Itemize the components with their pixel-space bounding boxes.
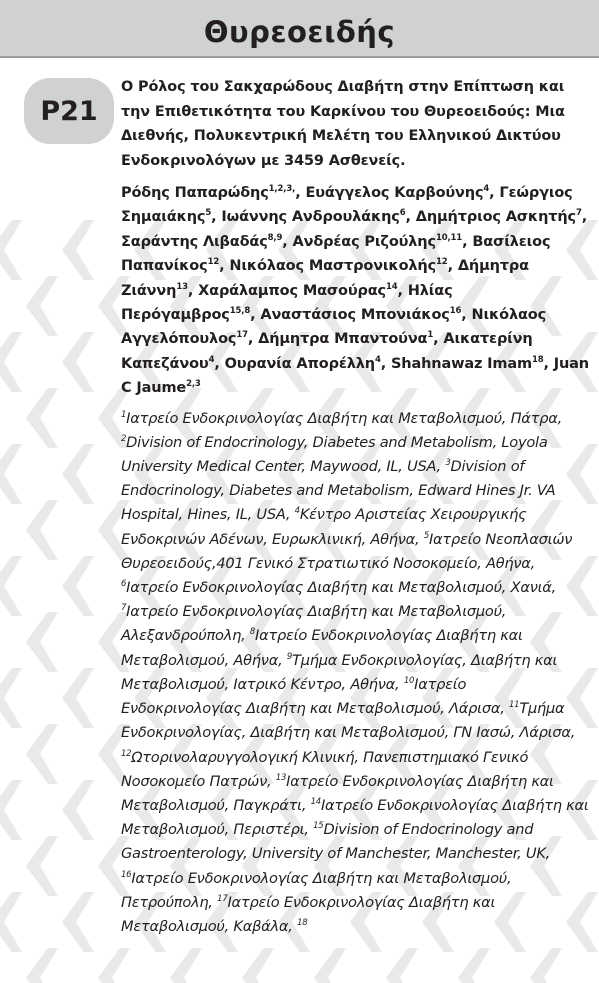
section-header (0, 0, 599, 58)
author-name: Νικόλαος Μαστρονικολής (229, 258, 437, 275)
author-affiliation-marker: 14 (386, 281, 398, 292)
affiliation-marker: 10 (403, 676, 415, 687)
affiliation-marker: 2 (121, 434, 127, 444)
abstract-content (121, 75, 591, 939)
chevron-pattern-shape (62, 444, 94, 504)
author-name: Ρόδης Παπαρώδης (121, 185, 269, 201)
abstract-title: Ο Ρόλος του Σακχαρώδους Διαβήτη στην Επίπτωση και την Επιθετικότητα του Καρκίνου του Θυρεοειδούς: Μια Διεθνής, Πολυκεντρική Μελέτη του Ελληνικού Δικτύου Ενδοκρινολόγων με 3459 Ασθενείς. (121, 79, 565, 169)
affiliation-marker: 18 (297, 918, 308, 929)
author-affiliation-marker: 4 (483, 184, 490, 195)
affiliation-text: Ιατρείο Ενδοκρινολογίας Διαβήτη και Μεταβολισμού, Καβάλα, (121, 893, 496, 935)
affiliation-text: Κέντρο Αριστείας Χειρουργικής Ενδοκρινών Αδένων, Ευρωκλινική, Αθήνα, (121, 506, 527, 548)
author-name: Αικατερίνη Καπεζάνου (121, 331, 533, 372)
chevron-pattern-shape (26, 948, 58, 983)
author-affiliation-marker: 5 (205, 208, 212, 219)
affiliation-marker: 8 (249, 627, 256, 638)
affiliation-marker: 5 (423, 530, 429, 541)
affiliation-text: Τμήμα Ενδοκρινολογίας, Διαβήτη και Μεταβολισμού, Ιατρικό Κέντρο, Αθήνα, (121, 651, 558, 693)
chevron-pattern-shape (62, 332, 94, 392)
chevron-pattern-shape (0, 220, 22, 280)
chevron-pattern-shape (26, 724, 58, 784)
author-affiliation-marker: 12 (207, 257, 220, 268)
chevron-pattern-shape (62, 780, 94, 840)
affiliation-text: Ιατρείο Ενδοκρινολογίας Διαβήτη και Μεταβολισμού, Αθήνα, (121, 627, 523, 669)
affiliation-text: Ιατρείο Ενδοκρινολογίας Διαβήτη και Μεταβολισμού, Αλεξανδρούπολη, (121, 603, 507, 645)
affiliation-marker: 3 (445, 458, 451, 469)
chevron-pattern-shape (170, 948, 202, 983)
abstract-code-badge (24, 78, 114, 144)
affiliation-text: Τμήμα Ενδοκρινολογίας, Διαβήτη και Μεταβολισμού, ΓΝ Ιασώ, Λάρισα, (121, 700, 576, 742)
affiliation-list (121, 407, 591, 939)
author-affiliation-marker: 4 (374, 355, 381, 366)
affiliation-marker: 14 (310, 797, 321, 808)
chevron-pattern-shape (98, 948, 130, 983)
chevron-pattern-shape (458, 948, 490, 983)
chevron-pattern-shape (26, 500, 58, 560)
author-affiliation-marker: 18 (531, 355, 544, 366)
chevron-pattern-shape (0, 668, 22, 728)
chevron-pattern-shape (530, 948, 562, 983)
author-name: Χαράλαμπος Μασούρας (198, 282, 386, 299)
affiliation-text: Division of Endocrinology, Diabetes and Metabolism, Loyola University Medical Center, Maywood, IL, USA, (121, 433, 548, 476)
author-affiliation-marker: 1 (427, 330, 434, 341)
affiliation-marker: 4 (294, 506, 300, 517)
chevron-pattern-shape (0, 780, 22, 840)
affiliation-text: Ιατρείο Νεοπλασιών Θυρεοειδούς,401 Γενικό Στρατιωτικό Νοσοκομείο, Αθήνα, (121, 530, 573, 572)
affiliation-marker: 15 (313, 821, 324, 832)
chevron-pattern-shape (62, 220, 94, 280)
affiliation-marker: 17 (217, 893, 228, 904)
chevron-pattern-shape (62, 556, 94, 616)
chevron-pattern-shape (386, 948, 418, 983)
author-affiliation-marker: 4 (208, 355, 215, 366)
author-name: Σαράντης Λιβαδάς (121, 233, 268, 250)
affiliation-marker: 9 (286, 651, 293, 662)
affiliation-marker: 13 (275, 772, 287, 783)
chevron-pattern-shape (242, 948, 274, 983)
affiliation-text: Division of Endocrinology, Diabetes and Metabolism, Edward Hines Jr. VA Hospital, Hines, IL, USA, (121, 458, 556, 524)
chevron-pattern-shape (314, 948, 346, 983)
author-name: Γεώργιος Σημαιάκης (121, 185, 573, 226)
author-affiliation-marker: 1,2,3, (268, 184, 296, 195)
affiliation-marker: 12 (121, 748, 132, 759)
chevron-pattern-shape (26, 276, 58, 336)
section-title: Θυρεοειδής (203, 15, 396, 49)
author-name: Shahnawaz Imam (391, 355, 532, 372)
chevron-pattern-shape (26, 612, 58, 672)
author-name: Ουρανία Απορέλλη (224, 355, 375, 372)
affiliation-marker: 11 (509, 700, 520, 711)
chevron-pattern-shape (0, 444, 22, 504)
chevron-pattern-shape (26, 836, 58, 896)
author-affiliation-marker: 15,8 (229, 306, 251, 317)
affiliation-text: Ιατρείο Ενδοκρινολογίας Διαβήτη και Μεταβολισμού, Πετρούπολη, (121, 869, 512, 911)
author-affiliation-marker: 2,3 (186, 379, 201, 390)
author-name: Ιωάννης Ανδρουλάκης (221, 209, 400, 226)
author-name: Δήμητρα Ζιάννη (121, 258, 529, 299)
chevron-pattern-shape (26, 388, 58, 448)
affiliation-marker: 6 (121, 579, 127, 590)
chevron-pattern-shape (62, 892, 94, 952)
chevron-pattern-shape (0, 332, 22, 392)
affiliation-text: Ιατρείο Ενδοκρινολογίας Διαβήτη και Μεταβολισμού, Περιστέρι, (121, 796, 589, 839)
author-list: Ρόδης Παπαρώδης$^{1,2,3,}$, Ευάγγελος Καρβούνης$^4$, Γεώργιος Σημαιάκης$^5$, Ιωάννης Ανδρουλάκης$^6$, Δημήτριος Ασκητής$^7$, Σαράντης Λιβαδάς$^{8,9}$, Ανδρέας Ριζούλης$^{10,11}$, Βασίλειος Παπανίκος$^{12}$, Νικόλαος Μαστρονικολής$^{12}$, Δήμητρα Ζιάννη$^{13}$, Χαράλαμπος Μασούρας$^{14}$, Ηλίας Περόγαμβρος$^{15,8}$, Αναστάσιος Μπονιάκος$^{16}$, Νικόλαος Αγγελόπουλος$^{17}$, Δήμητρα Μπαντούνα$^1$, Αικατερίνη Καπεζάνου$^4$, Ουρανία Απορέλλη$^4$, Shahnawaz Imam$^{18}$, Juan C Jaume$^{2,3}$ (121, 184, 589, 397)
affiliation-text: Ωτορινολαρυγγολογική Κλινική, Πανεπιστημιακό Γενικό Νοσοκομείο Πατρών, (121, 748, 529, 790)
author-affiliation-marker: 7 (575, 208, 582, 219)
affiliation-marker: 1 (121, 409, 127, 420)
chevron-pattern-shape (0, 556, 22, 616)
author-name: Juan C Jaume (121, 355, 589, 397)
author-name: Ανδρέας Ριζούλης (292, 233, 436, 250)
affiliation-text: Division of Endocrinology and Gastroenterology, University of Manchester, Manchester, UK, (121, 821, 551, 863)
affiliation-text: Ιατρείο Ενδοκρινολογίας Διαβήτη και Μεταβολισμού, Χανιά, (126, 579, 557, 597)
chevron-pattern-shape (62, 668, 94, 728)
author-name: Αναστάσιος Μπονιάκος (260, 307, 450, 324)
author-affiliation-marker: 8,9 (267, 232, 283, 243)
author-affiliation-marker: 12 (436, 257, 448, 268)
affiliation-marker: 16 (121, 869, 132, 880)
author-affiliation-marker: 6 (399, 208, 406, 219)
author-affiliation-marker: 10,11 (435, 232, 463, 243)
author-name: Ευάγγελος Καρβούνης (305, 185, 484, 201)
author-affiliation-marker: 16 (449, 306, 462, 317)
affiliation-text: Ιατρείο Ενδοκρινολογίας Διαβήτη και Μεταβολισμού, Πάτρα, (126, 409, 562, 427)
abstract-code: P21 (40, 95, 98, 127)
affiliation-marker: 7 (121, 603, 127, 614)
affiliation-text: Ιατρείο Ενδοκρινολογίας Διαβήτη και Μεταβολισμού, Λάρισα, (121, 675, 505, 718)
author-name: Νικόλαος Αγγελόπουλος (121, 307, 547, 348)
affiliation-text: Ιατρείο Ενδοκρινολογίας Διαβήτη και Μεταβολισμού, Παγκράτι, (121, 772, 554, 814)
author-affiliation-marker: 13 (176, 281, 188, 292)
chevron-pattern-shape (0, 892, 22, 952)
author-name: Βασίλειος Παπανίκος (121, 233, 551, 275)
author-name: Δήμητρα Μπαντούνα (258, 331, 428, 348)
author-name: Δημήτριος Ασκητής (415, 209, 576, 226)
author-affiliation-marker: 17 (236, 330, 248, 341)
author-name: Ηλίας Περόγαμβρος (121, 282, 453, 324)
